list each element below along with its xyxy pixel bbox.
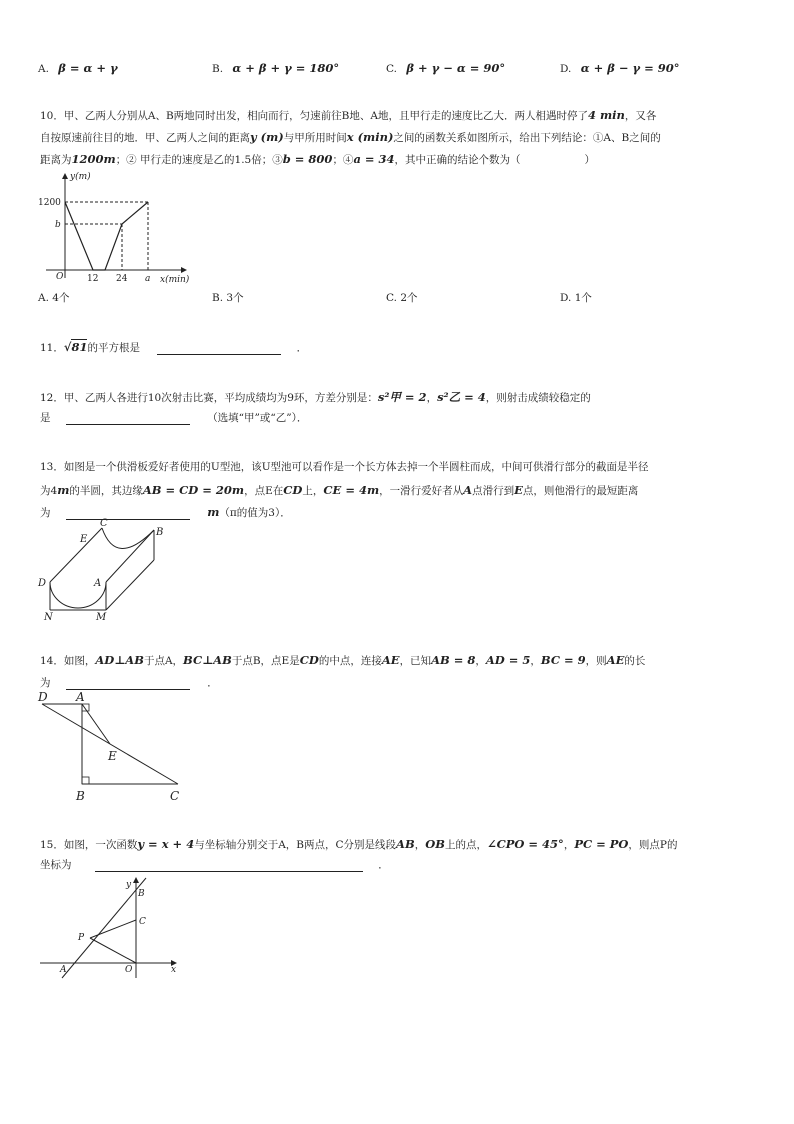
x-axis-label: x(min)	[160, 275, 190, 285]
edge-ab	[106, 530, 154, 582]
label-c: C	[170, 789, 180, 803]
right-angle-b	[82, 777, 89, 784]
label-a: A	[76, 690, 85, 704]
q10-line2	[40, 130, 661, 145]
q14-text: 为	[40, 677, 51, 689]
q14-math: AD⊥AB	[95, 653, 144, 667]
q13-text: 的半圆，其边缘	[69, 485, 143, 497]
q12-variance-jia: s²甲 = 2	[377, 390, 427, 404]
q13-text: 为4	[40, 485, 58, 497]
q14-text: 于点B，点E是	[231, 655, 300, 667]
q10-math: x (min)	[346, 130, 394, 144]
segment-po	[90, 938, 136, 963]
q13-text: 点滑行到	[472, 485, 515, 497]
q15-math: AB	[396, 837, 415, 851]
label-d: D	[38, 578, 47, 589]
q14-text: 的中点，连接	[318, 655, 382, 667]
q12-text: 是	[40, 412, 51, 424]
segment-pc	[90, 920, 136, 938]
q13-math: AB = CD = 20m	[142, 483, 245, 497]
q10-option-d: D. 1个	[560, 292, 592, 304]
x-tick-12: 12	[87, 274, 99, 284]
option-expr: β = α + γ	[58, 61, 118, 75]
q11-line	[40, 340, 307, 355]
q13-math: m	[57, 483, 70, 497]
label-p: P	[78, 933, 85, 943]
q15-text: 与坐标轴分别交于A，B两点，C分别是线段	[194, 839, 397, 851]
label-b: B	[156, 527, 164, 538]
q13-u-pool-figure	[34, 518, 174, 626]
q10-text: 之间的函数关系如图所示，给出下列结论：①A、B之间的	[393, 132, 661, 144]
q14-end: ．	[207, 677, 218, 689]
label-m: M	[96, 612, 107, 623]
q9-option-c	[386, 61, 505, 75]
q10-math: 1200m	[71, 152, 116, 166]
q9-option-a	[38, 61, 118, 75]
q9-option-b	[212, 61, 339, 75]
q15-text: ，则点P的	[628, 839, 678, 851]
q14-text: 于点A，	[143, 655, 184, 667]
q12-variance-yi: s²乙 = 4	[437, 390, 486, 404]
q15-line1	[40, 837, 678, 852]
q14-math: AB = 8	[431, 653, 476, 667]
q10-text: 10．甲、乙两人分别从A、B两地同时出发，相向而行，匀速前往B地、A地，且甲行走的速度比乙大．两人相遇时停了	[40, 110, 588, 122]
q15-text: 坐标为	[40, 859, 72, 871]
option-label: C.	[386, 63, 397, 75]
q15-math: PC = PO	[574, 837, 629, 851]
q13-math: m	[207, 505, 220, 519]
q10-text: 自按原速前往目的地．甲、乙两人之间的距离	[40, 132, 250, 144]
q14-text: ，已知	[399, 655, 432, 667]
q15-math: ∠CPO = 45°	[486, 837, 564, 851]
q11-text: 的平方根是	[87, 342, 140, 354]
q13-math: A	[463, 483, 473, 497]
sqrt-symbol: √	[63, 340, 72, 354]
q14-text: ，则	[585, 655, 607, 667]
q14-text: 的长	[624, 655, 646, 667]
option-label: D.	[560, 63, 572, 75]
y-tick-b: b	[55, 220, 61, 230]
q14-text: 14．如图，	[40, 655, 96, 667]
label-o: O	[125, 965, 133, 975]
label-e: E	[80, 534, 88, 545]
label-a: A	[60, 965, 67, 975]
q10-line3	[40, 152, 595, 167]
q15-line2	[40, 858, 389, 872]
q11-answer-blank[interactable]	[157, 342, 281, 355]
q12-line2	[40, 411, 307, 425]
label-n: N	[44, 612, 53, 623]
q10-math: y (m)	[250, 130, 284, 144]
label-b: B	[138, 889, 145, 899]
segment-ae	[82, 704, 110, 744]
q10-math: b = 800	[282, 152, 333, 166]
q10-text: ）	[584, 154, 596, 166]
q15-math: OB	[425, 837, 445, 851]
q10-math: 4 min	[587, 108, 625, 122]
q10-math: a = 34	[353, 152, 395, 166]
label-x: x	[171, 965, 177, 975]
q12-text: 12．甲、乙两人各进行10次射击比赛，平均成绩均为9环，方差分别是：	[40, 392, 378, 404]
q15-math: y = x + 4	[137, 837, 195, 851]
q14-text: ，	[475, 655, 486, 667]
q13-text: （π的值为3）．	[219, 507, 291, 519]
label-c: C	[100, 518, 108, 529]
q13-text: ，一滑行爱好者从	[379, 485, 464, 497]
x-tick-24: 24	[116, 274, 128, 284]
y-axis-label: y(m)	[70, 172, 91, 182]
q11-number: 11．	[40, 342, 64, 354]
option-label: B.	[212, 63, 224, 75]
q12-text: （选填“甲”或“乙”）．	[207, 412, 308, 424]
q14-line1	[40, 653, 645, 668]
label-d: D	[38, 690, 48, 704]
q10-option-c: C. 2个	[386, 292, 418, 304]
q15-coordinate-figure	[36, 874, 186, 984]
label-y: y	[126, 880, 132, 890]
q14-math: BC = 9	[540, 653, 586, 667]
q10-text: ，又各	[624, 110, 657, 122]
q14-math: CD	[299, 653, 319, 667]
q15-text: 15．如图，一次函数	[40, 839, 138, 851]
q14-geometry-figure	[34, 688, 194, 804]
option-expr: α + β + γ = 180°	[232, 61, 340, 75]
q14-math: AD = 5	[485, 653, 531, 667]
q13-text: 为	[40, 507, 51, 519]
origin-label: O	[56, 272, 64, 282]
q13-line1: 13．如图是一个供滑板爱好者使用的U型池，该U型池可以看作是一个长方体去掉一个半圆柱而成，中间可供滑行部分的截面是半径	[40, 461, 649, 473]
q10-line1	[40, 108, 656, 123]
distance-line	[65, 202, 148, 270]
option-expr: β + γ − α = 90°	[406, 61, 506, 75]
label-b: B	[76, 789, 85, 803]
q14-text: ，	[530, 655, 541, 667]
q14-math: AE	[606, 653, 625, 667]
q13-math: CD	[283, 483, 303, 497]
label-e: E	[108, 749, 117, 763]
label-c: C	[139, 917, 146, 927]
q10-option-b: B. 3个	[212, 292, 244, 304]
q14-math: AE	[381, 653, 400, 667]
q10-distance-time-graph	[36, 168, 196, 286]
q9-option-d	[560, 61, 680, 75]
q12-text: ，则射击成绩较稳定的	[485, 392, 591, 404]
q13-text: ，点E在	[244, 485, 284, 497]
q13-text: 上，	[302, 485, 324, 497]
q15-text: ，	[563, 839, 575, 851]
q10-text: ；④	[332, 154, 354, 166]
q12-answer-blank[interactable]	[66, 412, 190, 425]
q15-answer-blank[interactable]	[95, 859, 363, 872]
q10-text: ；② 甲行走的速度是乙的1.5倍；③	[115, 154, 283, 166]
q15-text: 上的点，	[444, 839, 487, 851]
edge-dc	[50, 528, 102, 582]
q11-radicand: 81	[71, 340, 88, 354]
q13-math: CE = 4m	[323, 483, 380, 497]
y-tick-1200: 1200	[38, 198, 61, 208]
q15-end: ．	[378, 859, 389, 871]
label-a: A	[94, 578, 102, 589]
q13-math: E	[514, 483, 523, 497]
q10-option-a: A. 4个	[38, 292, 70, 304]
q15-text: ，	[414, 839, 426, 851]
option-label: A.	[38, 63, 49, 75]
q10-text: 与甲所用时间	[283, 132, 347, 144]
q13-line2	[40, 483, 638, 498]
edge-m-back	[106, 560, 154, 610]
q14-math: BC⊥AB	[183, 653, 232, 667]
x-tick-a: a	[145, 274, 151, 284]
q10-text: ，其中正确的结论个数为（	[394, 154, 521, 166]
q12-line1	[40, 390, 591, 405]
q12-text: ，	[426, 392, 438, 404]
q11-end: ．	[296, 342, 308, 354]
q13-text: 点，则他滑行的最短距离	[522, 485, 639, 497]
option-expr: α + β − γ = 90°	[580, 61, 680, 75]
q10-text: 距离为	[40, 154, 72, 166]
